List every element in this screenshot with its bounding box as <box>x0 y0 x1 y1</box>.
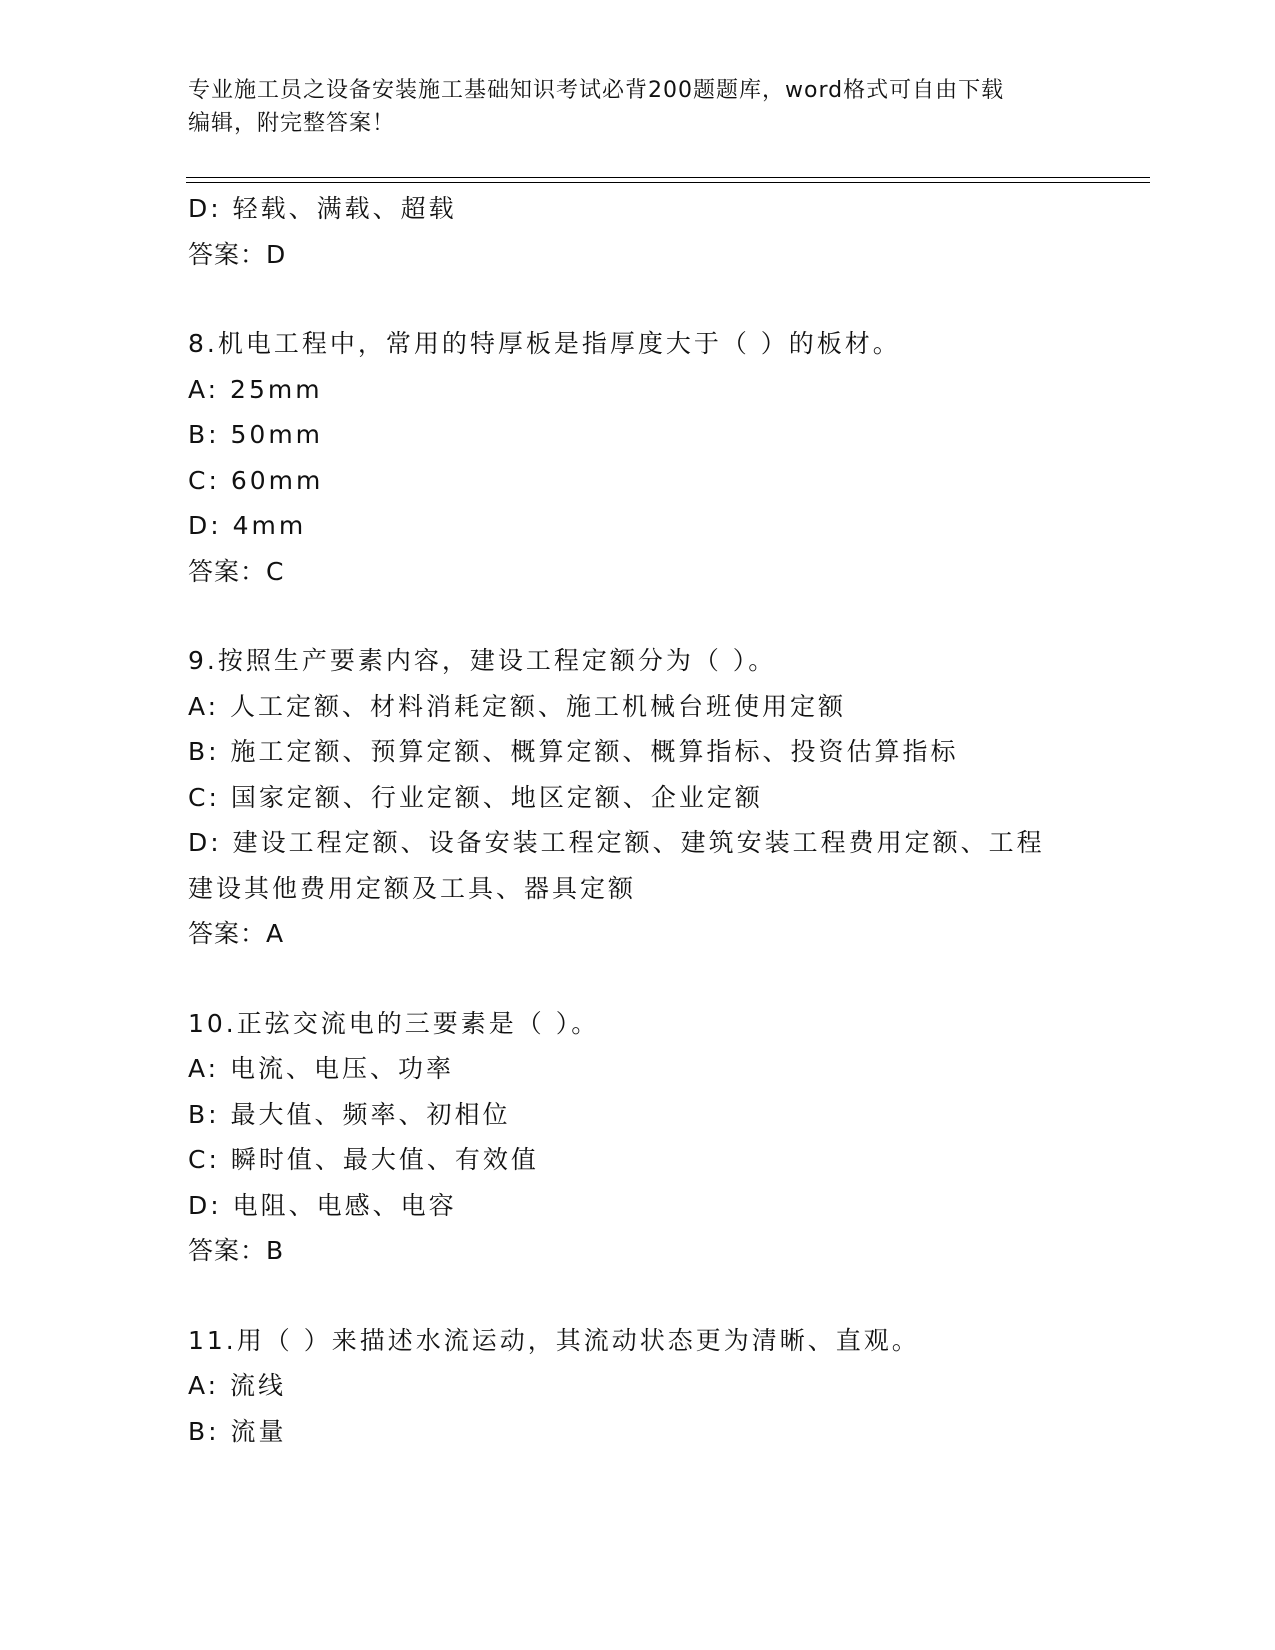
option-c: C: 国家定额、行业定额、地区定额、企业定额 <box>188 782 763 812</box>
option-b: B: 最大值、频率、初相位 <box>188 1099 511 1129</box>
option-a: A: 电流、电压、功率 <box>188 1054 455 1083</box>
option-c: C: 60mm <box>188 465 324 495</box>
page-header <box>188 74 1088 140</box>
option-a: A: 流线 <box>188 1371 287 1400</box>
header-line-2: 编辑，附完整答案！ <box>188 111 396 136</box>
option-c: C: 瞬时值、最大值、有效值 <box>188 1145 539 1174</box>
question-9 <box>188 638 1148 957</box>
option-b: B: 50mm <box>188 420 324 449</box>
previous-question-tail <box>188 186 1148 277</box>
option-d: D: 4mm <box>188 511 307 540</box>
question-stem: 8.机电工程中，常用的特厚板是指厚度大于（ ）的板材。 <box>188 329 901 358</box>
question-stem: 11.用（ ）来描述水流运动，其流动状态更为清晰、直观。 <box>188 1325 920 1355</box>
question-stem: 10.正弦交流电的三要素是（ ）。 <box>188 1008 600 1038</box>
option-b: B: 流量 <box>188 1416 287 1446</box>
header-line-1: 专业施工员之设备安装施工基础知识考试必背200题题库，word格式可自由下载 <box>188 78 1005 103</box>
answer-line: 答案：D <box>188 239 287 269</box>
header-divider <box>186 177 1150 183</box>
answer-line: 答案：A <box>188 919 285 948</box>
option-a: A: 人工定额、材料消耗定额、施工机械台班使用定额 <box>188 691 847 721</box>
answer-line: 答案：B <box>188 1236 285 1265</box>
option-a: A: 25mm <box>188 374 323 404</box>
option-d: D: 建设工程定额、设备安装工程定额、建筑安装工程费用定额、工程建设其他费用定额及工具、器具定额 <box>188 828 1045 903</box>
question-8 <box>188 321 1148 594</box>
question-11 <box>188 1318 1148 1455</box>
option-d: D: 轻载、满载、超载 <box>188 194 457 223</box>
option-d: D: 电阻、电感、电容 <box>188 1190 457 1220</box>
option-b: B: 施工定额、预算定额、概算定额、概算指标、投资估算指标 <box>188 737 959 766</box>
question-stem: 9.按照生产要素内容，建设工程定额分为（ ）。 <box>188 646 777 675</box>
answer-line: 答案：C <box>188 556 285 586</box>
document-body <box>188 186 1148 1454</box>
question-10 <box>188 1001 1148 1274</box>
